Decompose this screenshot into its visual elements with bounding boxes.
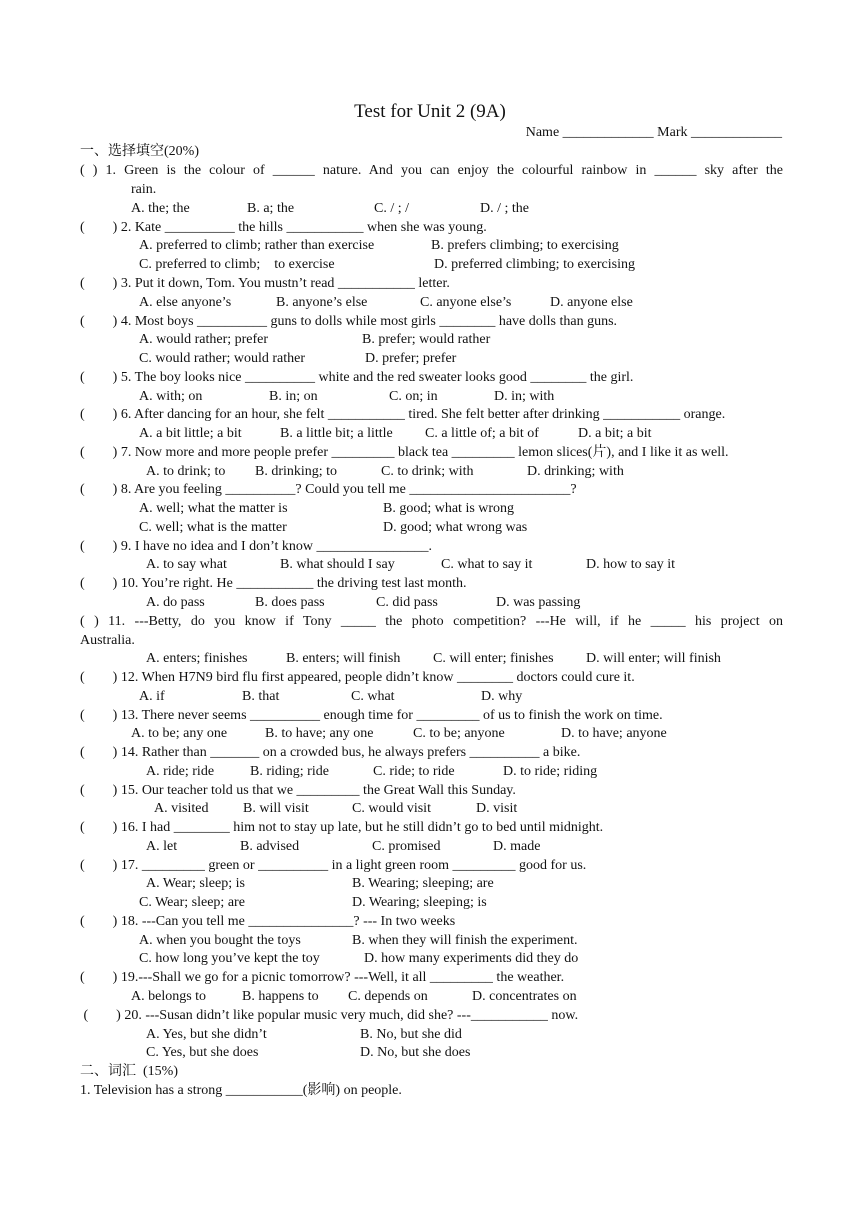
option-d: D. a bit; a bit [578,426,652,441]
option-a: A. well; what the matter is [139,501,288,516]
question-stem: ( ) 19.---Shall we go for a picnic tomorrow? ---Well, it all _________ the weather. [80,970,565,985]
option-b: B. when they will finish the experiment. [352,933,578,948]
option-c: C. will enter; finishes [433,651,554,666]
option-b: B. that [242,689,280,704]
option-b: B. prefer; would rather [362,332,491,347]
question-stem-continued: rain. [131,182,157,197]
option-a: A. a bit little; a bit [139,426,242,441]
option-d: D. visit [476,801,518,816]
question-stem: ( ) 15. Our teacher told us that we _________ the Great Wall this Sunday. [80,783,516,798]
option-d: D. will enter; will finish [586,651,721,666]
option-a: A. ride; ride [146,764,215,779]
option-d: D. to ride; riding [503,764,598,779]
option-c: C. how long you’ve kept the toy [139,951,320,966]
option-c: C. / ; / [374,201,410,216]
option-d: D. made [493,839,541,854]
option-d: D. how to say it [586,557,676,572]
question-stem: ( ) 16. I had ________ him not to stay up late, but he still didn’t go to bed until midnight. [80,820,604,835]
option-b: B. drinking; to [255,464,338,479]
option-c: C. depends on [348,989,428,1004]
option-a: A. do pass [146,595,205,610]
option-d: D. preferred climbing; to exercising [434,257,635,272]
option-d: D. No, but she does [360,1045,471,1060]
question-stem: ( ) 9. I have no idea and I don’t know ________________. [80,539,433,554]
option-a: A. Wear; sleep; is [146,876,245,891]
option-b: B. good; what is wrong [383,501,515,516]
option-a: A. when you bought the toys [139,933,301,948]
option-a: A. preferred to climb; rather than exercise [139,238,375,253]
question-stem-continued: Australia. [80,633,135,648]
option-b: B. to have; any one [265,726,374,741]
option-d: D. prefer; prefer [365,351,457,366]
question-stem: ( ) 10. You’re right. He ___________ the driving test last month. [80,576,467,591]
option-b: B. happens to [242,989,319,1004]
question-stem: ( ) 13. There never seems __________ enough time for _________ of us to finish the work on time. [80,708,663,723]
option-d: D. to have; anyone [561,726,667,741]
option-d: D. drinking; with [527,464,624,479]
option-c: C. to be; anyone [413,726,505,741]
question-stem: ( ) 2. Kate __________ the hills ___________ when she was young. [80,220,487,235]
option-c: C. promised [372,839,441,854]
option-a: A. to say what [146,557,227,572]
option-b: B. anyone’s else [276,295,368,310]
question-stem: ( ) 6. After dancing for an hour, she felt ___________ tired. She felt better after drinking ___________ orange. [80,407,726,422]
section-1-heading: 一、选择填空(20%) [80,144,199,159]
option-c: C. did pass [376,595,438,610]
option-c: C. anyone else’s [420,295,512,310]
question-stem: ( ) 14. Rather than _______ on a crowded bus, he always prefers __________ a bike. [80,745,581,760]
option-d: D. in; with [494,389,555,404]
question-stem: ( ) 7. Now more and more people prefer _________ black tea _________ lemon slices(片), and I like it as well. [80,445,729,460]
option-d: D. how many experiments did they do [364,951,579,966]
option-d: D. good; what wrong was [383,520,528,535]
option-b: B. No, but she did [360,1027,462,1042]
option-a: A. with; on [139,389,203,404]
option-c: C. would visit [352,801,431,816]
option-d: D. Wearing; sleeping; is [352,895,487,910]
question-stem: ( ) 17. _________ green or __________ in a light green room _________ good for us. [80,858,587,873]
option-b: B. prefers climbing; to exercising [431,238,619,253]
option-b: B. does pass [255,595,325,610]
option-c: C. ride; to ride [373,764,455,779]
option-b: B. riding; ride [250,764,329,779]
option-a: A. belongs to [131,989,207,1004]
option-d: D. why [481,689,523,704]
option-b: B. a; the [247,201,295,216]
option-b: B. a little bit; a little [280,426,393,441]
option-c: C. Wear; sleep; are [139,895,245,910]
question-stem: ( ) 12. When H7N9 bird flu first appeared, people didn’t know ________ doctors could cure it. [80,670,635,685]
option-c: C. well; what is the matter [139,520,287,535]
option-d: D. concentrates on [472,989,577,1004]
option-a: A. would rather; prefer [139,332,269,347]
question-stem: ( ) 5. The boy looks nice __________ white and the red sweater looks good ________ the girl. [80,370,634,385]
option-a: A. the; the [131,201,190,216]
option-a: A. to be; any one [131,726,228,741]
vocab-item: 1. Television has a strong ___________(影响) on people. [80,1083,402,1098]
option-a: A. to drink; to [146,464,226,479]
page-title: Test for Unit 2 (9A) [354,101,506,122]
option-b: B. will visit [243,801,309,816]
option-d: D. anyone else [550,295,633,310]
option-c: C. what to say it [441,557,533,572]
option-b: B. advised [240,839,300,854]
option-c: C. a little of; a bit of [425,426,539,441]
section-2-heading: 二、词汇 (15%) [80,1064,178,1079]
name-mark-line: Name _____________ Mark _____________ [525,125,782,140]
question-stem: ( ) 20. ---Susan didn’t like popular music very much, did she? ---___________ now. [80,1008,579,1023]
question-stem: ( ) 1. Green is the colour of ______ nature. And you can enjoy the colourful rainbow in ______ sky after the [80,163,783,178]
option-a: A. if [139,689,165,704]
question-stem: ( ) 18. ---Can you tell me _______________? --- In two weeks [80,914,456,929]
option-c: C. to drink; with [381,464,474,479]
question-stem: ( ) 3. Put it down, Tom. You mustn’t read ___________ letter. [80,276,450,291]
option-d: D. was passing [496,595,581,610]
option-c: C. Yes, but she does [146,1045,259,1060]
option-a: A. enters; finishes [146,651,248,666]
question-stem: ( ) 4. Most boys __________ guns to dolls while most girls ________ have dolls than guns. [80,314,618,329]
option-b: B. Wearing; sleeping; are [352,876,494,891]
option-a: A. let [146,839,178,854]
question-stem: ( ) 11. ---Betty, do you know if Tony _____ the photo competition? ---He will, if he _____ his project on [80,614,783,629]
option-b: B. what should I say [280,557,395,572]
option-c: C. what [351,689,395,704]
option-a: A. visited [154,801,209,816]
option-a: A. else anyone’s [139,295,232,310]
option-b: B. in; on [269,389,318,404]
option-c: C. preferred to climb; to exercise [139,257,335,272]
option-c: C. on; in [389,389,438,404]
option-d: D. / ; the [480,201,529,216]
option-c: C. would rather; would rather [139,351,306,366]
option-a: A. Yes, but she didn’t [146,1027,267,1042]
question-stem: ( ) 8. Are you feeling __________? Could you tell me _______________________? [80,482,577,497]
option-b: B. enters; will finish [286,651,401,666]
